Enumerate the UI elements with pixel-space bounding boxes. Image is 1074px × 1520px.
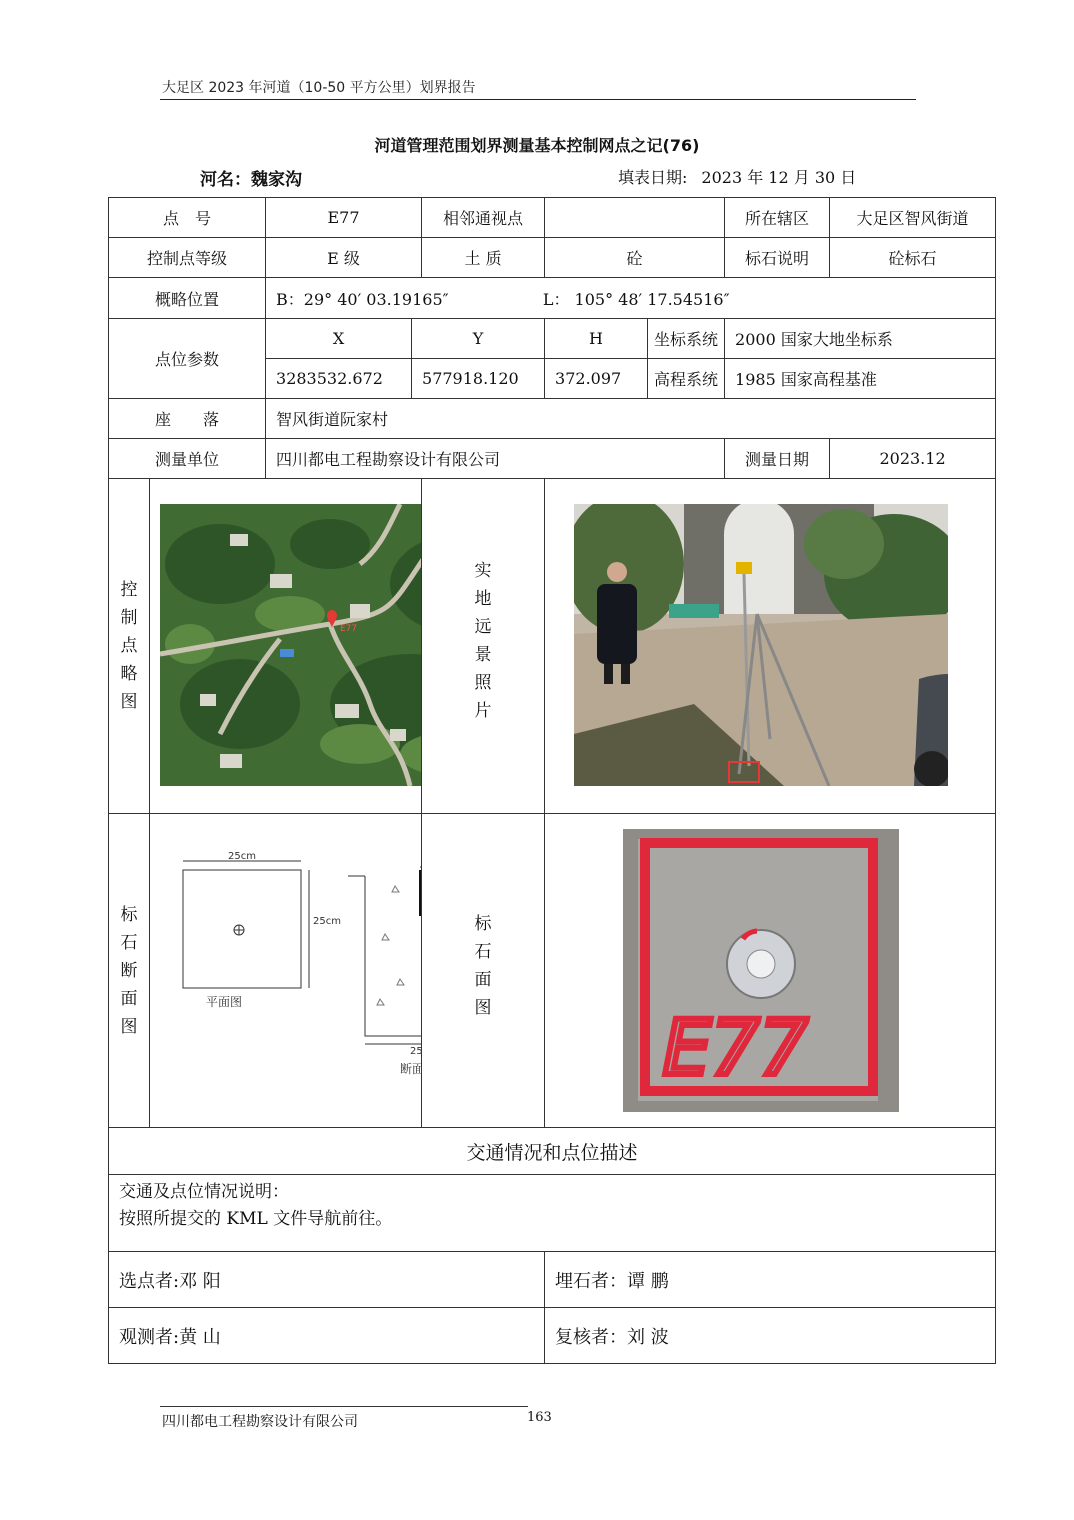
stone-face-image: [623, 829, 899, 1112]
survey-unit-value: 四川都电工程勘察设计有限公司: [266, 439, 725, 479]
approx-b: B：29° 40′ 03.19165″: [276, 289, 449, 309]
sketch-cell: [150, 479, 422, 814]
point-no-value: E77: [266, 198, 422, 238]
traffic-header: 交通情况和点位描述: [109, 1128, 996, 1175]
site-photo-image: [574, 504, 948, 786]
survey-date-value: 2023.12: [830, 439, 996, 479]
h-value: 372.097: [545, 359, 648, 399]
approx-position-value: [266, 278, 996, 319]
x-value: 3283532.672: [266, 359, 412, 399]
photo-label: 实地远景照片: [422, 479, 545, 814]
document-title: 河道管理范围划界测量基本控制网点之记(76): [374, 136, 700, 155]
soil-label: 土 质: [422, 238, 545, 278]
page-number: 163: [527, 1410, 552, 1425]
h-header: H: [545, 319, 648, 359]
reviewer-person: 复核者：刘 波: [545, 1308, 996, 1364]
plan-height-label: 25cm: [313, 916, 341, 927]
traffic-title: 交通及点位情况说明：: [119, 1182, 289, 1202]
stone-desc-label: 标石说明: [725, 238, 830, 278]
plan-caption: 平面图: [206, 995, 243, 1009]
approx-position-label: 概略位置: [109, 278, 266, 319]
stone-mark-text: E77: [663, 1003, 808, 1092]
report-header-title: 大足区 2023 年河道（10-50 平方公里）划界报告: [162, 80, 476, 96]
y-value: 577918.120: [412, 359, 545, 399]
observer-person: 观测者:黄 山: [109, 1308, 545, 1364]
aerial-map-image: [160, 504, 422, 786]
y-header: Y: [412, 319, 545, 359]
fill-date-label: 填表日期:: [618, 168, 688, 187]
map-marker-label: E77: [340, 624, 358, 634]
adjacent-label: 相邻通视点: [422, 198, 545, 238]
stone-section-diagram: 25cm 25cm ø2cm 60cm 25cm 平面图 断面图: [150, 814, 422, 1128]
fill-date-value: 2023 年 12 月 30 日: [701, 168, 857, 187]
grade-value: E 级: [266, 238, 422, 278]
jurisdiction-label: 所在辖区: [725, 198, 830, 238]
coord-system-value: 2000 国家大地坐标系: [725, 319, 996, 359]
river-name: 河名：魏家沟: [200, 170, 302, 190]
location-label: 座 落: [109, 399, 266, 439]
elevation-system-label: 高程系统: [648, 359, 725, 399]
jurisdiction-value: 大足区智风街道: [830, 198, 996, 238]
surveyor-figure: [597, 584, 637, 664]
burier-person: 埋石者：谭 鹏: [545, 1252, 996, 1308]
photo-cell: [545, 479, 996, 814]
section-label: 标石断面图: [109, 814, 150, 1128]
approx-l: L： 105° 48′ 17.54516″: [542, 289, 730, 309]
grade-label: 控制点等级: [109, 238, 266, 278]
face-label: 标石面图: [422, 814, 545, 1128]
selector-person: 选点者:邓 阳: [109, 1252, 545, 1308]
stone-desc-value: 砼标石: [830, 238, 996, 278]
x-header: X: [266, 319, 412, 359]
survey-unit-label: 测量单位: [109, 439, 266, 479]
plan-width-label: 25cm: [228, 851, 256, 862]
adjacent-value: [545, 198, 725, 238]
sketch-label: 控制点略图: [109, 479, 150, 814]
traffic-description: [109, 1175, 996, 1252]
soil-value: 砼: [545, 238, 725, 278]
header-rule: [160, 99, 916, 100]
footer-company: 四川都电工程勘察设计有限公司: [162, 1414, 358, 1430]
location-value: 智风街道阮家村: [266, 399, 996, 439]
elevation-system-value: 1985 国家高程基准: [725, 359, 996, 399]
control-point-table: [108, 197, 996, 1364]
traffic-text: 按照所提交的 KML 文件导航前往。: [119, 1209, 393, 1229]
section-width-label: 25cm: [410, 1046, 438, 1057]
fill-date: [618, 165, 856, 188]
stone-face-cell: [545, 814, 996, 1128]
section-caption: 断面图: [400, 1062, 437, 1076]
survey-date-label: 测量日期: [725, 439, 830, 479]
point-no-label: 点 号: [109, 198, 266, 238]
gnss-receiver-icon: [736, 562, 752, 574]
footer-rule: [160, 1406, 528, 1407]
coord-system-label: 坐标系统: [648, 319, 725, 359]
point-params-label: 点位参数: [109, 319, 266, 399]
